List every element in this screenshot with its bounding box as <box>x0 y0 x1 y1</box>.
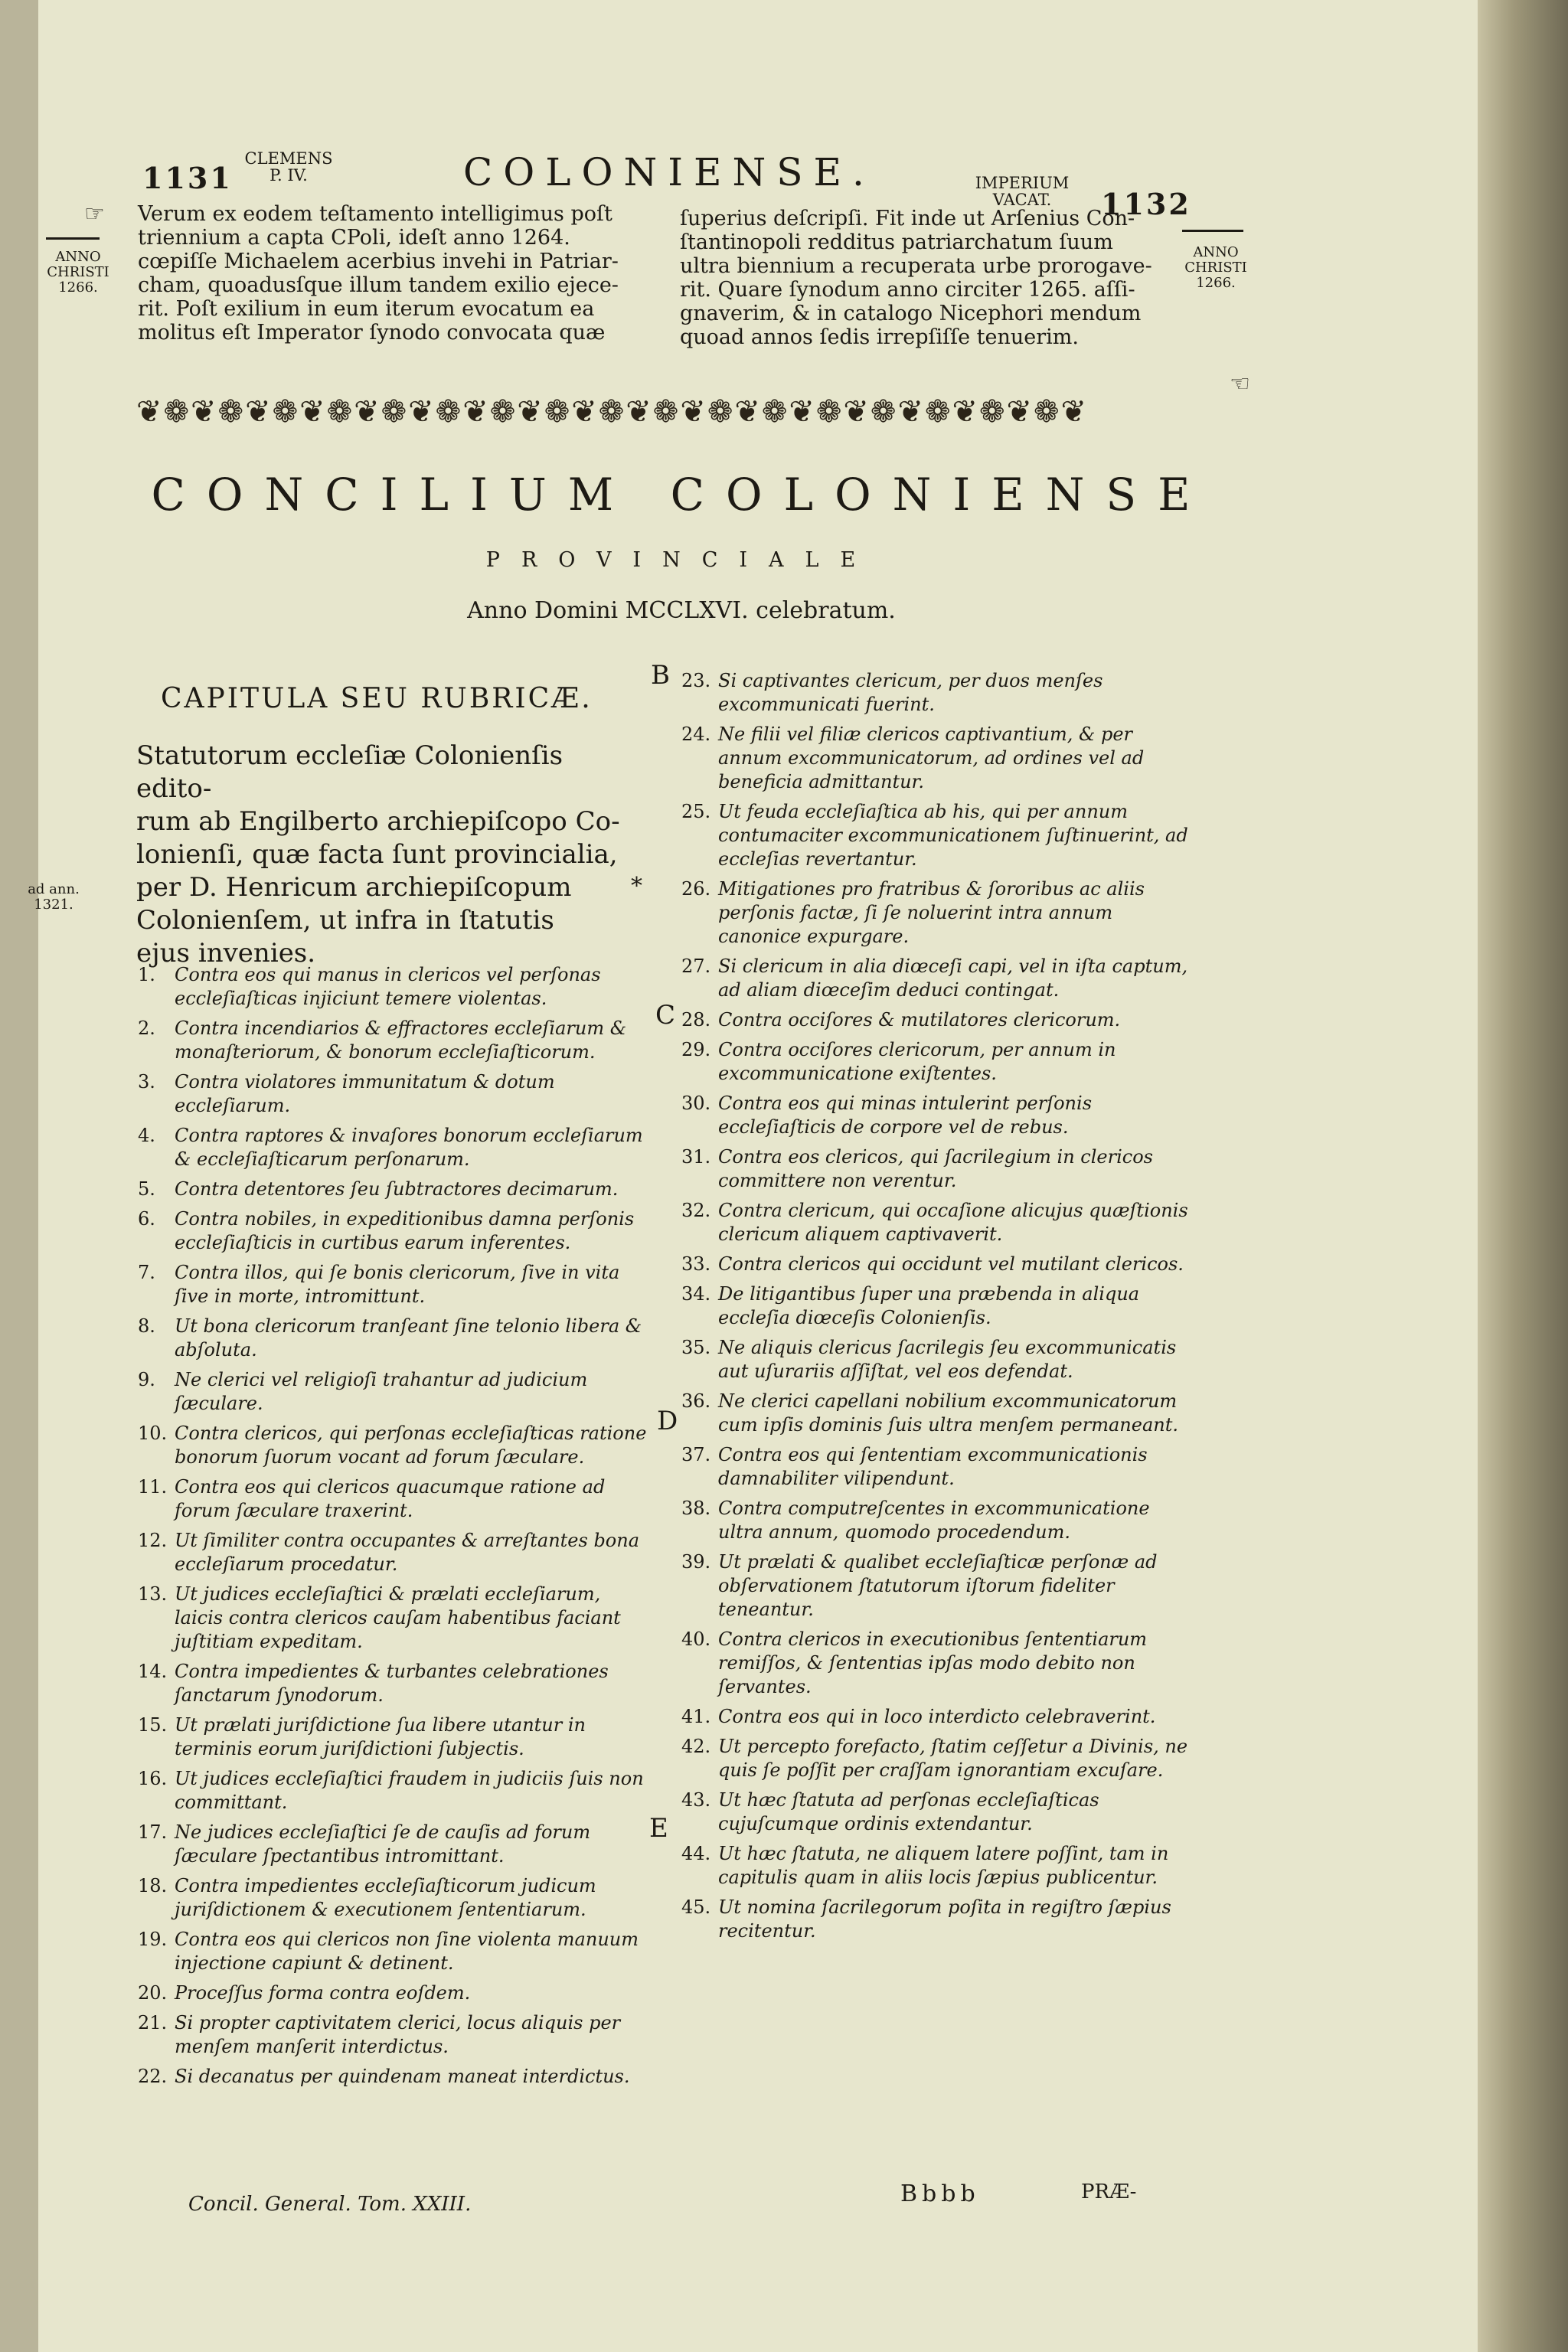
hand-icon: ☜ <box>1230 371 1250 397</box>
intro-line: cham, quoadusſque illum tandem exilio ejece- <box>138 273 619 297</box>
rubric-number: 16. <box>138 1768 168 1789</box>
intro-line: ſtantinopoli redditus patriarchatum ſuum <box>680 230 1113 254</box>
statutes-line: rum ab Engilberto archiepiſcopo Co- <box>136 806 620 837</box>
rubric-entry <box>681 1008 1193 1032</box>
rubric-text: Contra impedientes eccleſiaſticorum judicum juriſdictionem & executionem ſententiarum. <box>175 1875 596 1920</box>
signature-mark: Bbbb <box>900 2180 980 2207</box>
rubric-text: Si propter captivitatem clerici, locus aliquis per menſem manſerit interdictus. <box>175 2012 621 2057</box>
rubric-entry <box>681 669 1193 717</box>
margin-line: CHRISTI <box>1184 260 1247 276</box>
rubric-number: 37. <box>681 1444 711 1465</box>
rubric-number: 41. <box>681 1706 711 1727</box>
rubric-number: 12. <box>138 1530 168 1551</box>
rubric-text: Contra eos qui clericos quacumque ratione ad forum ſæculare traxerint. <box>175 1476 606 1521</box>
rubric-number: 21. <box>138 2012 168 2034</box>
capitula-heading: CAPITULA SEU RUBRICÆ. <box>161 683 593 714</box>
rubric-number: 5. <box>138 1178 155 1200</box>
ornamental-border: ❦❁❦❁❦❁❦❁❦❁❦❁❦❁❦❁❦❁❦❁❦❁❦❁❦❁❦❁❦❁❦❁❦❁❦ <box>136 394 1089 430</box>
rubric-entry <box>138 1583 649 1654</box>
asterisk-mark: * <box>631 873 642 900</box>
footer-volume: Concil. General. Tom. XXIII. <box>188 2193 472 2216</box>
rubric-text: Ut bona clericorum tranſeant ſine telonio libera & abſoluta. <box>175 1315 642 1361</box>
rubric-entry <box>138 1315 649 1362</box>
rubric-entry <box>681 1896 1193 1943</box>
rubric-text: Contra clericos, qui perſonas eccleſiaſticas ratione bonorum ſuorum vocant ad forum ſæculare. <box>175 1423 647 1468</box>
rubric-text: Ne filii vel filiæ clericos captivantium, & per annum excommunicatorum, ad ordines vel ad beneficia admittantur. <box>718 724 1145 792</box>
rubrics-right-column <box>681 669 1193 1949</box>
rubric-text: Ne clerici vel religioſi trahantur ad judicium ſæculare. <box>175 1369 588 1414</box>
margin-line: CHRISTI <box>47 264 109 280</box>
rubric-text: Contra eos qui ſententiam excommunicationis damnabiliter vilipendunt. <box>718 1444 1148 1489</box>
rubric-entry <box>138 963 649 1011</box>
rubric-number: 33. <box>681 1253 711 1275</box>
right-sub-line: VACAT. <box>992 191 1052 209</box>
rubric-text: Ut prælati & qualibet eccleſiaſticæ perſonæ ad obſervationem ſtatutorum iſtorum fideliter teneantur. <box>718 1551 1158 1620</box>
rubric-number: 34. <box>681 1283 711 1305</box>
rubric-entry <box>138 1178 649 1201</box>
rubric-entry <box>138 1017 649 1064</box>
margin-rule <box>46 237 100 240</box>
rubric-entry <box>138 1261 649 1308</box>
rubric-text: Contra raptores & invaſores bonorum eccleſiarum & eccleſiaſticarum perſonarum. <box>175 1125 643 1170</box>
rubric-number: 17. <box>138 1821 168 1843</box>
rubric-number: 18. <box>138 1875 168 1896</box>
margin-line: 1266. <box>1196 275 1236 291</box>
rubric-text: Contra eos qui minas intulerint perſonis eccleſiaſticis de corpore vel de rebus. <box>718 1093 1093 1138</box>
statutes-line: lonienſi, quæ facta ſunt provincialia, <box>136 839 618 870</box>
rubric-text: Ut feuda eccleſiaſtica ab his, qui per annum contumaciter excommunicationem ſuſtinuerint, ad eccleſias revertantur. <box>718 801 1188 870</box>
rubric-entry <box>681 1443 1193 1491</box>
margin-line: 1321. <box>34 897 74 913</box>
rubric-entry <box>681 1038 1193 1086</box>
rubric-text: Contra impedientes & turbantes celebrationes ſanctarum ſynodorum. <box>175 1661 609 1706</box>
statutes-line: ejus invenies. <box>136 938 316 969</box>
rubric-number: 19. <box>138 1929 168 1950</box>
section-letter: D <box>657 1406 678 1436</box>
pointing-hand-icon: ☞ <box>84 201 105 227</box>
rubric-entry <box>681 1550 1193 1622</box>
section-letter: C <box>655 1000 676 1031</box>
rubric-entry <box>138 1422 649 1469</box>
rubric-number: 44. <box>681 1843 711 1864</box>
intro-line: Verum ex eodem teſtamento intelligimus poſt <box>138 202 612 226</box>
margin-line: 1266. <box>58 279 98 296</box>
rubric-entry <box>681 1253 1193 1276</box>
rubric-text: Contra clericum, qui occaſione alicujus quæſtionis clericum aliquem captivaverit. <box>718 1200 1188 1245</box>
rubric-text: Contra illos, qui ſe bonis clericorum, ſive in vita ſive in morte, intromittunt. <box>175 1262 620 1307</box>
rubric-entry <box>681 877 1193 949</box>
rubric-entry <box>681 1628 1193 1699</box>
rubric-text: Proceſſus forma contra eoſdem. <box>175 1982 471 2004</box>
rubric-entry <box>138 1928 649 1975</box>
rubric-entry <box>681 1497 1193 1544</box>
rubric-entry <box>138 1124 649 1171</box>
catchword: PRÆ- <box>1081 2180 1137 2203</box>
rubric-number: 24. <box>681 724 711 745</box>
rubric-entry <box>138 1475 649 1523</box>
rubric-entry <box>138 1660 649 1707</box>
rubric-text: Ut hæc ſtatuta ad perſonas eccleſiaſticas cujuſcumque ordinis extendantur. <box>718 1789 1099 1834</box>
rubric-text: Ut nomina ſacrilegorum poſita in regiſtro ſæpius recitentur. <box>718 1896 1171 1942</box>
margin-line: ad ann. <box>28 881 80 897</box>
rubric-text: Contra detentores ſeu ſubtractores decimarum. <box>175 1178 619 1200</box>
section-letter: B <box>651 660 670 691</box>
rubric-entry <box>138 1713 649 1761</box>
council-subtitle: PROVINCIALE <box>485 548 877 572</box>
rubric-entry <box>138 1529 649 1576</box>
rubric-number: 43. <box>681 1789 711 1811</box>
rubric-number: 45. <box>681 1896 711 1918</box>
rubric-entry <box>681 1788 1193 1836</box>
intro-line: molitus eſt Imperator ſynodo convocata quæ <box>138 321 606 345</box>
rubric-number: 26. <box>681 878 711 900</box>
ad-ann-note <box>15 882 92 913</box>
rubric-entry <box>138 1874 649 1922</box>
rubric-entry <box>681 1842 1193 1890</box>
rubric-number: 28. <box>681 1009 711 1031</box>
rubric-text: Contra violatores immunitatum & dotum eccleſiarum. <box>175 1071 555 1116</box>
rubric-text: Ne aliquis clericus ſacrilegis ſeu excommunicatis aut uſurariis aſſiſtat, vel eos defendat. <box>718 1337 1177 1382</box>
rubric-number: 40. <box>681 1628 711 1650</box>
rubric-number: 1. <box>138 964 155 985</box>
rubric-text: Ut percepto forefacto, ſtatim ceſſetur a Divinis, ne quis ſe poſſit per craſſam ignorantiam excuſare. <box>718 1736 1188 1781</box>
rubrics-left-column <box>138 963 649 2095</box>
rubric-entry <box>681 723 1193 794</box>
rubric-number: 20. <box>138 1982 168 2004</box>
margin-line: ANNO <box>55 249 101 265</box>
rubric-number: 3. <box>138 1071 155 1093</box>
rubric-number: 27. <box>681 956 711 977</box>
rubric-text: Ut ſimiliter contra occupantes & arreſtantes bona eccleſiarum procedatur. <box>175 1530 640 1575</box>
rubric-entry <box>681 1145 1193 1193</box>
rubric-text: Contra clericos in executionibus ſententiarum remiſſos, & ſententias ipſas modo debito non ſervantes. <box>718 1628 1148 1697</box>
rubric-number: 13. <box>138 1583 168 1605</box>
rubric-entry <box>138 2011 649 2059</box>
rubric-text: Contra nobiles, in expeditionibus damna perſonis eccleſiaſticis in curtibus earum inferentes. <box>175 1208 635 1253</box>
statutes-line: Statutorum eccleſiæ Colonienſis edito- <box>136 740 564 804</box>
rubric-text: Contra computreſcentes in excommunicatione ultra annum, quomodo procedendum. <box>718 1498 1150 1543</box>
intro-line: quoad annos ſedis irrepſiſſe tenuerim. <box>680 325 1079 349</box>
rubric-entry <box>681 800 1193 871</box>
council-date-line: Anno Domini MCCLXVI. celebratum. <box>467 597 896 624</box>
rubric-number: 8. <box>138 1315 155 1337</box>
rubric-text: Ne judices eccleſiaſtici ſe de cauſis ad forum ſæculare ſpectantibus intromittant. <box>175 1821 591 1867</box>
rubric-text: Contra eos clericos, qui ſacrilegium in clericos committere non verentur. <box>718 1146 1153 1191</box>
rubric-text: Contra eos qui clericos non ſine violenta manuum injectione capiunt & detinent. <box>175 1929 639 1974</box>
rubric-number: 14. <box>138 1661 168 1682</box>
rubric-entry <box>681 1735 1193 1782</box>
rubric-number: 6. <box>138 1208 155 1230</box>
rubric-number: 39. <box>681 1551 711 1573</box>
rubric-text: Contra eos qui manus in clericos vel perſonas eccleſiaſticas injiciunt temere violentas. <box>175 964 601 1009</box>
rubric-text: Contra eos qui in loco interdicto celebraverint. <box>718 1706 1156 1727</box>
left-margin-year <box>41 250 115 296</box>
rubric-number: 2. <box>138 1018 155 1039</box>
rubric-number: 15. <box>138 1714 168 1736</box>
rubric-entry <box>681 1282 1193 1330</box>
right-sub-header <box>949 175 1095 208</box>
rubric-number: 38. <box>681 1498 711 1519</box>
intro-line: rit. Poſt exilium in eum iterum evocatum ea <box>138 297 595 321</box>
intro-line: cœpiſſe Michaelem acerbius invehi in Patriar- <box>138 250 619 273</box>
rubric-entry <box>138 1070 649 1118</box>
statutes-line: Colonienſem, ut infra in ſtatutis <box>136 905 554 936</box>
rubric-number: 31. <box>681 1146 711 1168</box>
rubric-number: 23. <box>681 670 711 691</box>
left-sub-line: CLEMENS <box>244 149 333 168</box>
rubric-number: 42. <box>681 1736 711 1757</box>
rubric-number: 9. <box>138 1369 155 1390</box>
rubric-number: 36. <box>681 1390 711 1412</box>
council-title: CONCILIUM COLONIENSE <box>151 469 1212 521</box>
rubric-text: Ut prælati juriſdictione ſua libere utantur in terminis eorum juriſdictioni ſubjectis. <box>175 1714 586 1759</box>
intro-left-column <box>138 202 674 345</box>
rubric-entry <box>681 1705 1193 1729</box>
right-page-number: 1132 <box>1101 187 1191 221</box>
margin-line: ANNO <box>1193 244 1239 260</box>
rubric-number: 4. <box>138 1125 155 1146</box>
intro-line: ultra biennium a recuperata urbe prorogave- <box>680 254 1152 278</box>
rubric-text: Ut judices eccleſiaſtici fraudem in judiciis ſuis non committant. <box>175 1768 644 1813</box>
intro-line: ſuperius deſcripſi. Fit inde ut Arſenius Con- <box>680 207 1135 230</box>
intro-line: gnaverim, & in catalogo Nicephori mendum <box>680 302 1142 325</box>
running-title: COLONIENSE. <box>463 150 875 194</box>
rubric-entry <box>138 1207 649 1255</box>
intro-line: triennium a capta CPoli, ideſt anno 1264. <box>138 226 570 250</box>
rubric-entry <box>138 1767 649 1815</box>
statutes-intro <box>136 740 632 970</box>
rubric-text: Si captivantes clericum, per duos menſes excommunicati fuerint. <box>718 670 1103 715</box>
rubric-text: Contra occiſores & mutilatores clericorum. <box>718 1009 1121 1031</box>
rubric-entry <box>138 1368 649 1416</box>
rubric-text: Ut hæc ſtatuta, ne aliquem latere poſſint, tam in capitulis quam in aliis locis ſæpius publicentur. <box>718 1843 1169 1888</box>
rubric-number: 10. <box>138 1423 168 1444</box>
rubric-text: De litigantibus ſuper una præbenda in aliqua eccleſia diœceſis Colonienſis. <box>718 1283 1140 1328</box>
right-sub-line: IMPERIUM <box>975 174 1070 192</box>
left-page-number: 1131 <box>142 161 233 195</box>
book-spine <box>1478 0 1568 2352</box>
rubric-entry <box>138 2065 649 2089</box>
section-letter: E <box>649 1813 668 1844</box>
rubric-number: 7. <box>138 1262 155 1283</box>
rubric-text: Ut judices eccleſiaſtici & prælati eccleſiarum, laicis contra clericos cauſam habentibus faciant juſtitiam expeditam. <box>175 1583 621 1652</box>
rubric-text: Contra clericos qui occidunt vel mutilant clericos. <box>718 1253 1184 1275</box>
rubric-text: Contra incendiarios & effractores eccleſiarum & monaſteriorum, & bonorum eccleſiaſticorum. <box>175 1018 627 1063</box>
rubric-number: 22. <box>138 2066 168 2087</box>
rubric-number: 25. <box>681 801 711 822</box>
rubric-entry <box>681 1390 1193 1437</box>
rubric-number: 30. <box>681 1093 711 1114</box>
rubric-entry <box>138 1981 649 2005</box>
rubric-entry <box>681 1199 1193 1246</box>
rubric-text: Si decanatus per quindenam maneat interdictus. <box>175 2066 630 2087</box>
left-sub-header <box>239 150 338 184</box>
rubric-number: 32. <box>681 1200 711 1221</box>
rubric-text: Si clericum in alia diœceſi capi, vel in iſta captum, ad aliam diœceſim deduci contingat. <box>718 956 1188 1001</box>
intro-line: rit. Quare ſynodum anno circiter 1265. aſſi- <box>680 278 1135 302</box>
rubric-text: Contra occiſores clericorum, per annum in excommunicatione exiſtentes. <box>718 1039 1116 1084</box>
rubric-number: 11. <box>138 1476 168 1498</box>
intro-right-column <box>680 207 1216 349</box>
book-page <box>28 0 1478 2352</box>
rubric-entry <box>138 1821 649 1868</box>
rubric-entry <box>681 955 1193 1002</box>
rubric-entry <box>681 1336 1193 1383</box>
rubric-number: 29. <box>681 1039 711 1060</box>
rubric-text: Ne clerici capellani nobilium excommunicatorum cum ipſis dominis ſuis ultra menſem permaneant. <box>718 1390 1178 1436</box>
statutes-line: per D. Henricum archiepiſcopum <box>136 872 572 903</box>
rubric-number: 35. <box>681 1337 711 1358</box>
rubric-text: Mitigationes pro fratribus & ſororibus ac aliis perſonis factæ, ſi ſe noluerint intra annum canonice expurgare. <box>718 878 1145 947</box>
left-sub-line: P. IV. <box>270 166 308 185</box>
rubric-entry <box>681 1092 1193 1139</box>
